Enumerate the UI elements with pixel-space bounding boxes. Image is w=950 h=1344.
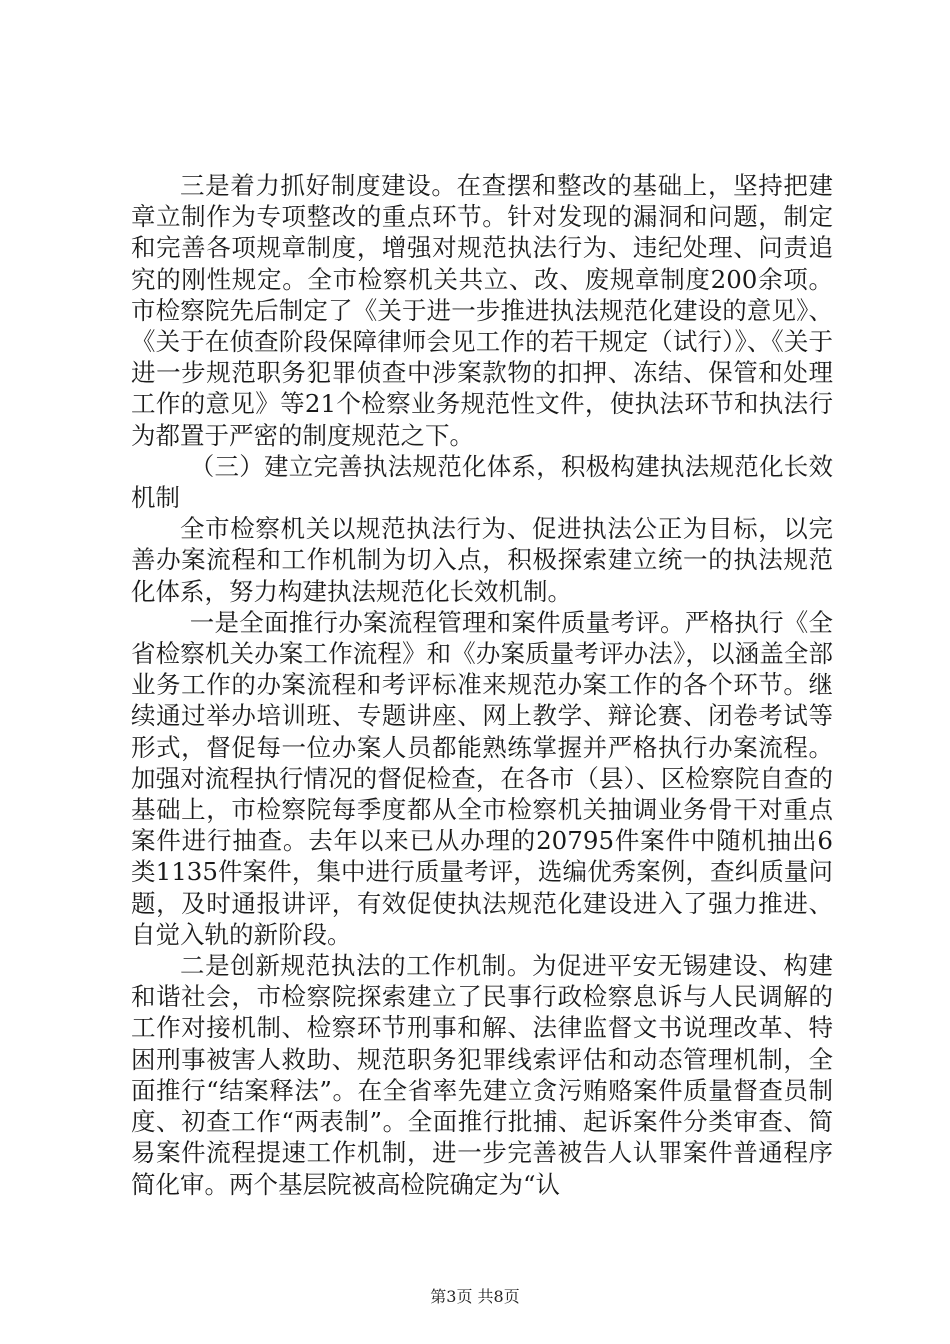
page-footer: 第3页 共8页 (430, 1287, 520, 1306)
paragraph-workflow-management: 一是全面推行办案流程管理和案件质量考评。严格执行《全省检察机关办案工作流程》和《办案质量考评办法》，以涵盖全部业务工作的办案流程和考评标准来规范办案工作的各个环节。继续通过举办培训班、专题讲座、网上教学、辩论赛、闭卷考试等形式，督促每一位办案人员都能熟练掌握并严格执行办案流程。加强对流程执行情况的督促检查，在各市（县）、区检察院自查的基础上，市检察院每季度都从全市检察机关抽调业务骨干对重点案件进行抽查。去年以来已从办理的20795件案件中随机抽出6类1135件案件，集中进行质量考评，选编优秀案例，查纠质量问题，及时通报讲评，有效促使执法规范化建设进入了强力推进、自觉入轨的新阶段。 (131, 607, 833, 949)
paragraph-mechanism-innovation: 二是创新规范执法的工作机制。为促进平安无锡建设、构建和谐社会，市检察院探索建立了民事行政检察息诉与人民调解的工作对接机制、检察环节刑事和解、法律监督文书说理改革、特困刑事被害人救助、规范职务犯罪线索评估和动态管理机制，全面推行“结案释法”。在全省率先建立贪污贿赂案件质量督查员制度、初查工作“两表制”。全面推行批捕、起诉案件分类审查、简易案件流程提速工作机制，进一步完善被告人认罪案件普通程序简化审。两个基层院被高检院确定为“认 (131, 951, 833, 1199)
document-body (131, 170, 833, 1200)
section-heading-3: （三）建立完善执法规范化体系，积极构建执法规范化长效机制 (131, 451, 833, 513)
paragraph-section-intro: 全市检察机关以规范执法行为、促进执法公正为目标，以完善办案流程和工作机制为切入点，积极探索建立统一的执法规范化体系，努力构建执法规范化长效机制。 (131, 514, 833, 606)
paragraph-institution-building: 三是着力抓好制度建设。在查摆和整改的基础上，坚持把建章立制作为专项整改的重点环节。针对发现的漏洞和问题，制定和完善各项规章制度，增强对规范执法行为、违纪处理、问责追究的刚性规定。全市检察机关共立、改、废规章制度200余项。市检察院先后制定了《关于进一步推进执法规范化建设的意见》、《关于在侦查阶段保障律师会见工作的若干规定（试行）》、《关于进一步规范职务犯罪侦查中涉案款物的扣押、冻结、保管和处理工作的意见》等21个检察业务规范性文件，使执法环节和执法行为都置于严密的制度规范之下。 (131, 171, 833, 450)
